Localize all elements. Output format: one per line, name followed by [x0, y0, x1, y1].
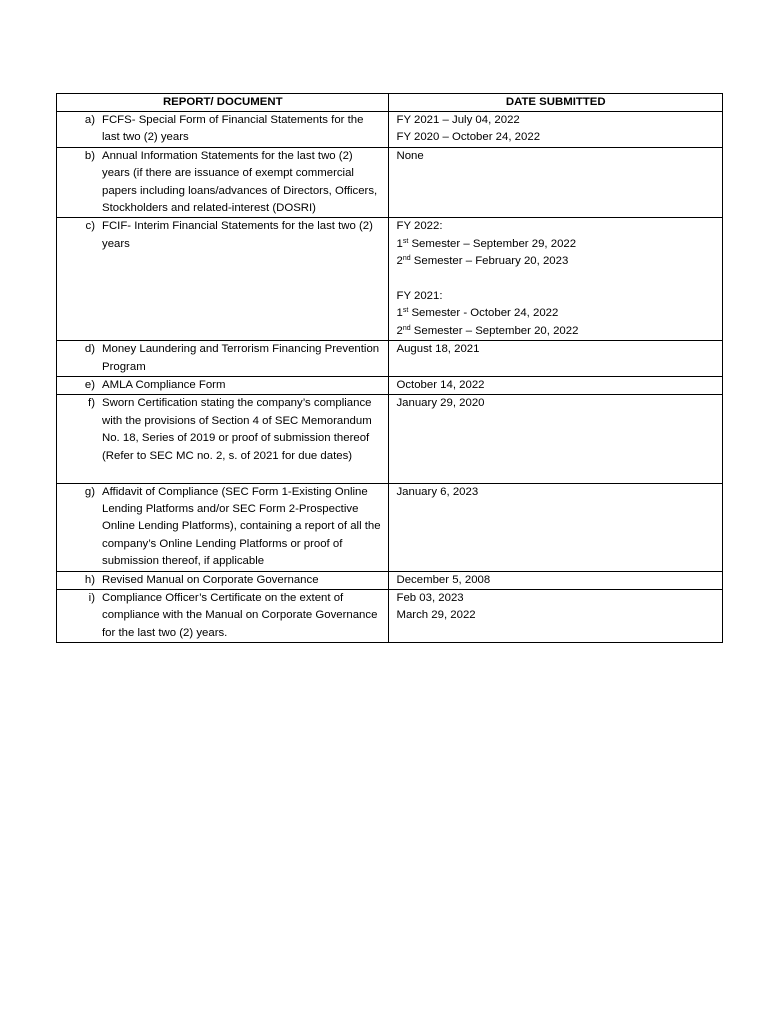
row-letter: c) — [85, 220, 95, 233]
date-cell — [389, 112, 723, 148]
table-row — [57, 395, 723, 483]
header-date-submitted: DATE SUBMITTED — [389, 94, 723, 112]
date-cell — [389, 395, 723, 483]
date-cell — [389, 377, 723, 395]
report-cell — [57, 589, 389, 642]
report-cell — [57, 483, 389, 571]
report-description: AMLA Compliance Form — [102, 379, 226, 392]
date-value: August 18, 2021 — [396, 343, 480, 356]
ordinal-suffix: st — [402, 307, 409, 315]
semester-date: Semester - October 24, 2022 — [408, 307, 559, 320]
submissions-table — [56, 93, 723, 643]
ordinal-number: 2 — [396, 324, 403, 337]
report-description: Money Laundering and Terrorism Financing Prevention Program — [102, 343, 380, 373]
date-value: October 14, 2022 — [396, 379, 485, 392]
table-row — [57, 218, 723, 341]
table-row — [57, 483, 723, 571]
table-row — [57, 147, 723, 218]
ordinal-suffix: st — [402, 237, 409, 245]
date-value: December 5, 2008 — [396, 573, 491, 586]
date-value: January 29, 2020 — [396, 397, 485, 410]
spacer — [396, 271, 722, 288]
report-description: Sworn Certification stating the company’s compliance with the provisions of Section 4 of SEC Memorandum No. 18, Series of 2019 or proof of submission thereof (Refer to SEC MC no. 2, s. of 2021 for due dates) — [102, 397, 372, 462]
row-letter: g) — [84, 485, 95, 498]
report-description: Revised Manual on Corporate Governance — [102, 573, 319, 586]
report-cell — [57, 218, 389, 341]
row-letter: b) — [84, 149, 95, 162]
row-letter: f) — [88, 397, 95, 410]
row-letter: h) — [84, 573, 95, 586]
date-cell — [389, 571, 723, 589]
report-cell — [57, 395, 389, 483]
date-value: None — [396, 149, 424, 162]
semester-date: Semester – September 29, 2022 — [408, 237, 577, 250]
fy-2021-label: FY 2021: — [396, 290, 443, 303]
date-cell — [389, 147, 723, 218]
report-description: Affidavit of Compliance (SEC Form 1-Existing Online Lending Platforms and/or SEC Form 2-Prospective Online Lending Platforms), containing a report of all the company’s Online Lending Platforms or proof of submission thereof, if applicable — [102, 485, 381, 568]
semester-date: Semester – February 20, 2023 — [410, 255, 569, 268]
fy-2021-semester-1 — [396, 305, 722, 322]
header-report-document: REPORT/ DOCUMENT — [57, 94, 389, 112]
row-letter: i) — [88, 591, 95, 604]
date-value: Feb 03, 2023 — [396, 591, 464, 604]
fy-2022-semester-1 — [396, 236, 722, 253]
table-row — [57, 589, 723, 642]
row-letter: e) — [84, 379, 95, 392]
date-value: FY 2020 – October 24, 2022 — [396, 131, 541, 144]
date-cell — [389, 341, 723, 377]
date-cell — [389, 589, 723, 642]
fy-2022-label: FY 2022: — [396, 220, 443, 233]
report-cell — [57, 341, 389, 377]
report-cell — [57, 112, 389, 148]
report-description: Annual Information Statements for the last two (2) years (if there are issuance of exempt commercial papers including loans/advances of Directors, Officers, Stockholders and related-interest (DOSRI) — [102, 149, 378, 215]
table-header-row — [57, 94, 723, 112]
date-cell — [389, 483, 723, 571]
ordinal-number: 1 — [396, 307, 403, 320]
report-description: Compliance Officer’s Certificate on the extent of compliance with the Manual on Corporate Governance for the last two (2) years. — [102, 591, 378, 639]
ordinal-number: 2 — [396, 255, 403, 268]
fy-2021-semester-2 — [396, 323, 722, 340]
row-letter: a) — [84, 114, 95, 126]
report-description: FCIF- Interim Financial Statements for the last two (2) years — [102, 220, 373, 250]
date-cell — [389, 218, 723, 341]
date-value: January 6, 2023 — [396, 485, 479, 498]
fy-2022-semester-2 — [396, 253, 722, 270]
report-cell — [57, 571, 389, 589]
table-row — [57, 571, 723, 589]
table-row — [57, 341, 723, 377]
ordinal-number: 1 — [396, 237, 403, 250]
date-value: FY 2021 – July 04, 2022 — [396, 114, 520, 126]
spacer — [57, 465, 388, 482]
table-row — [57, 112, 723, 148]
semester-date: Semester – September 20, 2022 — [410, 324, 579, 337]
table-row — [57, 377, 723, 395]
report-cell — [57, 377, 389, 395]
report-description: FCFS- Special Form of Financial Statements for the last two (2) years — [102, 114, 364, 144]
report-cell — [57, 147, 389, 218]
date-value: March 29, 2022 — [396, 609, 476, 622]
ordinal-suffix: nd — [402, 324, 411, 332]
row-letter: d) — [84, 343, 95, 356]
ordinal-suffix: nd — [402, 255, 411, 263]
